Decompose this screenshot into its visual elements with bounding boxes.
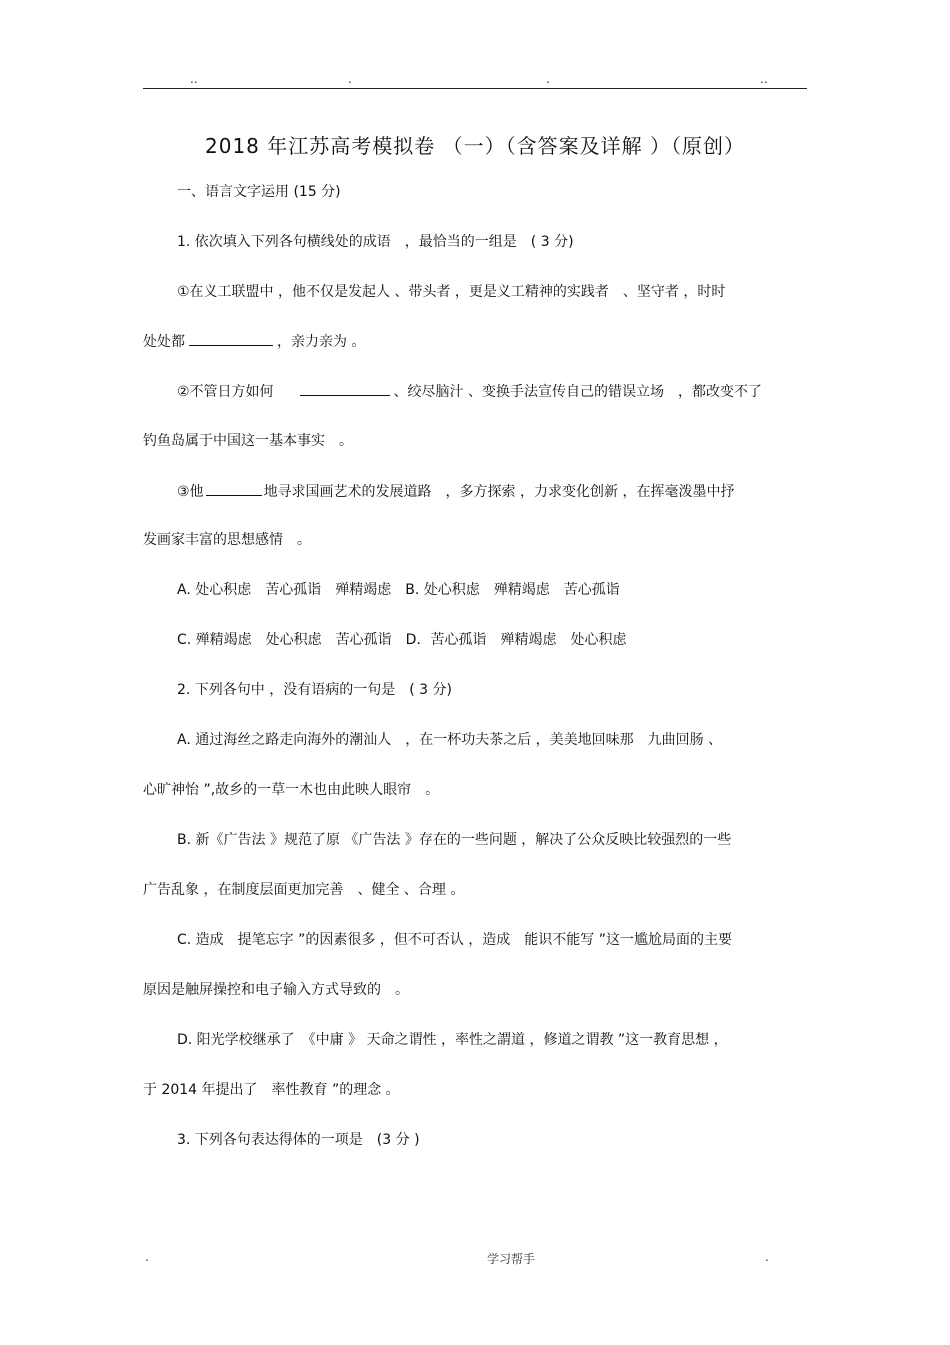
q1-s2-prefix: ②不管日方如何 [177,384,274,400]
header-rule [143,88,807,89]
header-dot-3: . [546,72,550,86]
page-title: 2018 年江苏高考模拟卷 （一）（含答案及详解 ）（原创） [205,134,745,158]
q1-sentence-3-line2: 发画家丰富的思想感情 。 [143,532,311,548]
q1-s1-suffix: ，亲力亲为 。 [277,334,366,350]
q2-option-c-line2: 原因是触屏操控和电子输入方式导致的 。 [143,982,409,998]
q1-options-ab: A. 处心积虑 苦心孤诣 殚精竭虑 B. 处心积虑 殚精竭虑 苦心孤诣 [177,582,620,598]
header-dot-1: .. [190,72,198,86]
q1-s3-prefix: ③他 [177,484,204,500]
q1-sentence-2-line1 [177,381,762,402]
question-3-stem: 3. 下列各句表达得体的一项是 (3 分 ) [177,1132,420,1148]
q2-option-d-line2: 于 2014 年提出了 率性教育 ”的理念 。 [143,1082,400,1098]
footer-label: 学习帮手 [487,1252,536,1266]
fill-blank-2[interactable] [300,381,390,396]
q1-s3-suffix: 地寻求国画艺术的发展道路 ，多方探索 ，力求变化创新 ，在挥毫泼墨中抒 [263,484,735,500]
q1-s2-suffix: 、绞尽脑汁 、变换手法宣传自己的错误立场 ，都改变不了 [393,384,763,400]
q2-option-d-line1: D. 阳光学校继承了 《中庸 》 天命之谓性 ，率性之謂道 ，修道之谓教 ”这一教育思想 ， [177,1032,728,1048]
footer-left-dot: . [145,1250,149,1264]
q1-sentence-1-line2 [143,331,365,352]
q1-options-cd: C. 殚精竭虑 处心积虑 苦心孤诣 D．苦心孤诣 殚精竭虑 处心积虑 [177,632,627,648]
q1-sentence-2-line2: 钓鱼岛属于中国这一基本事实 。 [143,433,353,449]
question-1-stem: 1. 依次填入下列各句横线处的成语 ，最恰当的一组是 ( 3 分) [177,234,574,250]
header-dot-2: . [348,72,352,86]
q2-option-a-line2: 心旷神怡 ”,故乡的一草一木也由此映人眼帘 。 [143,782,440,798]
header-dot-4: .. [760,72,768,86]
q2-option-c-line1: C. 造成 提笔忘字 ”的因素很多 ，但不可否认 ，造成 能识不能写 ”这一尴尬局面的主要 [177,932,732,948]
q1-sentence-3-line1 [177,481,734,502]
q2-option-b-line1: B. 新《广告法 》规范了原 《广告法 》存在的一些问题 ，解决了公众反映比较强烈的一些 [177,832,732,848]
fill-blank-3[interactable] [206,481,262,496]
question-2-stem: 2. 下列各句中 ，没有语病的一句是 ( 3 分) [177,682,452,698]
fill-blank-1[interactable] [189,331,273,346]
section-heading: 一、语言文字运用 (15 分) [177,184,341,200]
q2-option-a-line1: A. 通过海丝之路走向海外的潮汕人 ，在一杯功夫茶之后 ，美美地回味那 九曲回肠 、 [177,732,723,748]
q1-sentence-1-line1: ①在义工联盟中 ，他不仅是发起人 、带头者 ，更是义工精神的实践者 、坚守者 ，时时 [177,284,726,300]
q1-s1-prefix: 处处都 [143,334,185,350]
footer-right-dot: . [765,1250,769,1264]
q2-option-b-line2: 广告乱象 ，在制度层面更加完善 、健全 、合理 。 [143,882,465,898]
